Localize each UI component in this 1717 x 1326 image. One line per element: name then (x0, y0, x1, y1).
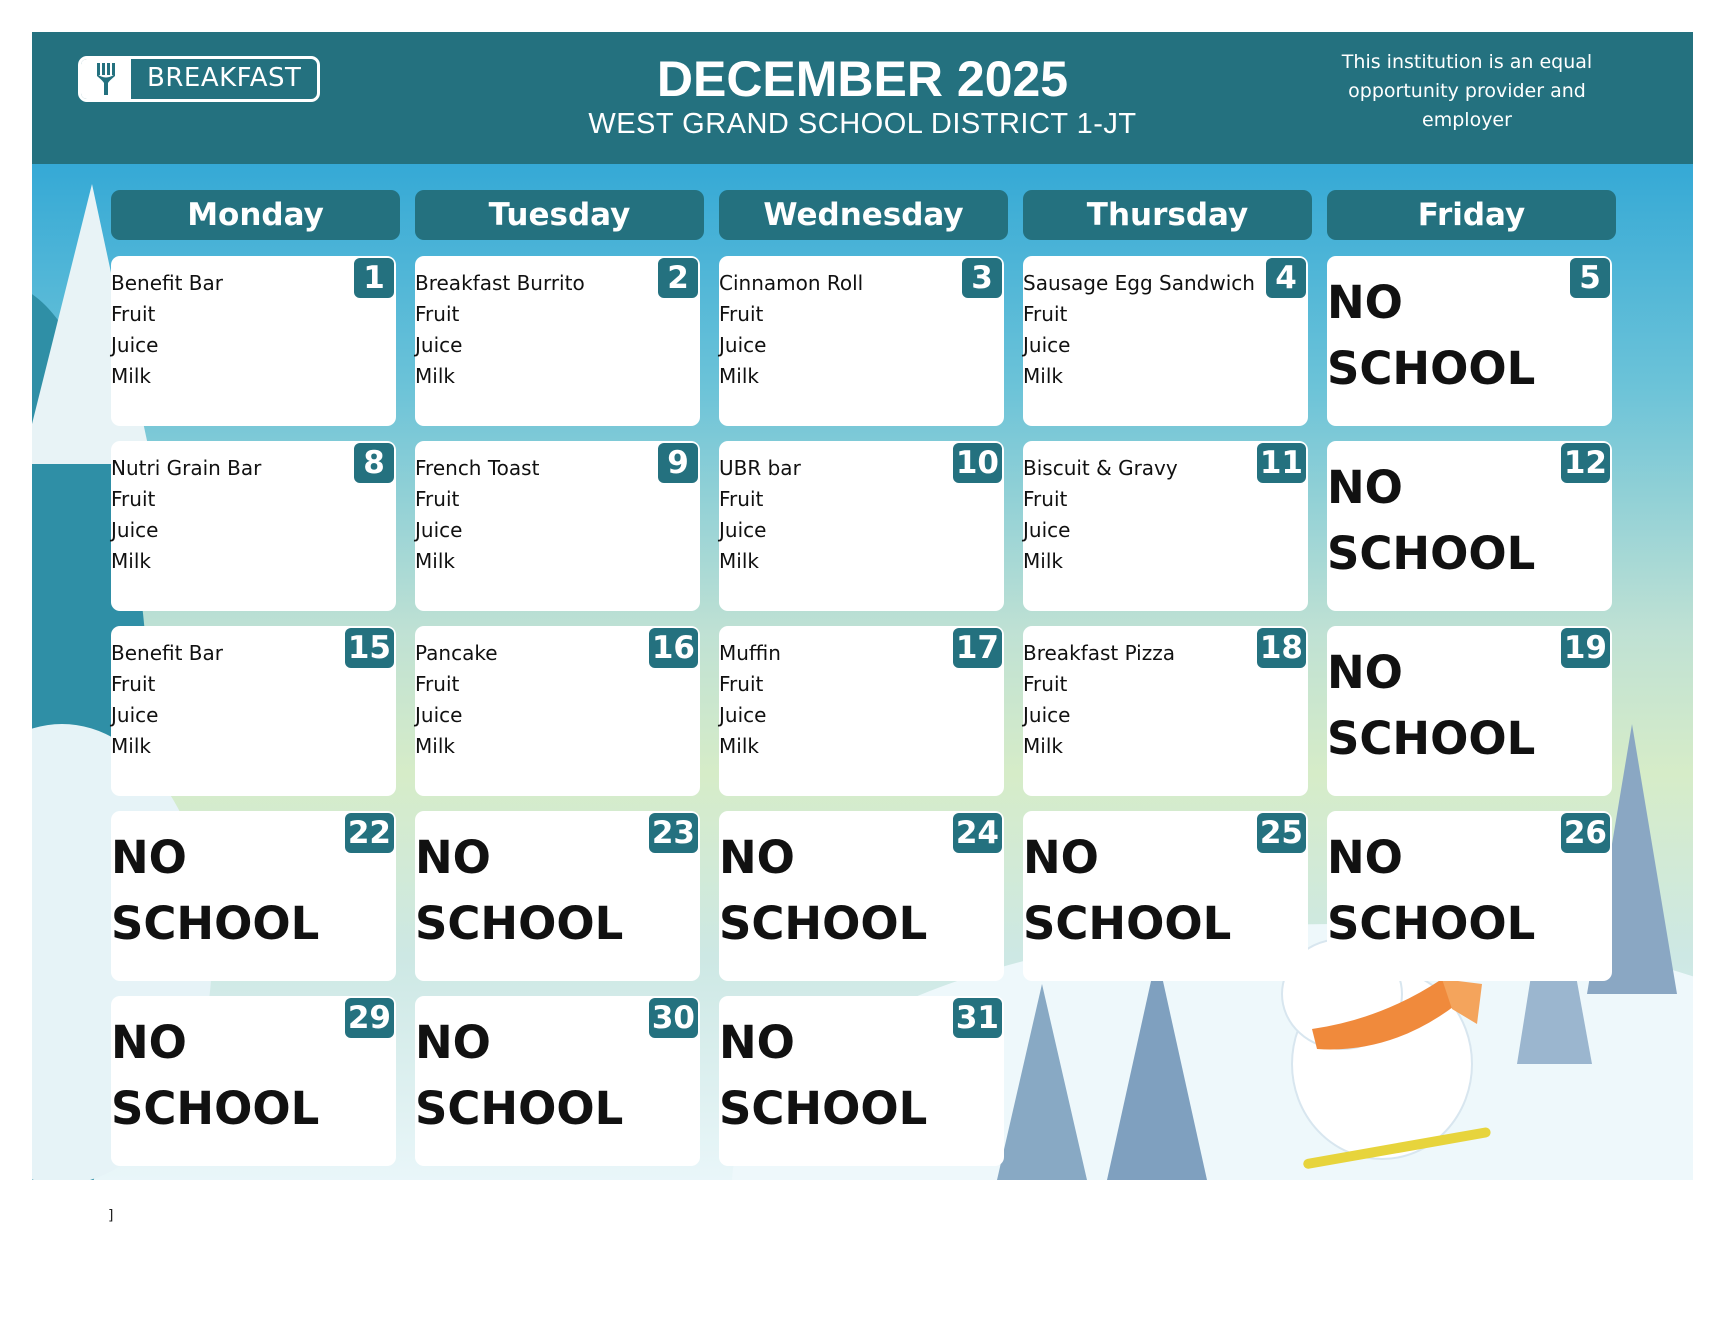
day-number-badge: 25 (1257, 813, 1306, 853)
menu-list (415, 268, 585, 392)
no-school-notice (111, 825, 319, 957)
no-school-line: SCHOOL (1327, 712, 1536, 765)
calendar-day-cell (719, 996, 1004, 1166)
menu-item: Juice (1023, 518, 1071, 542)
menu-item: Juice (111, 333, 159, 357)
menu-item: Milk (1023, 549, 1063, 573)
menu-item: Juice (111, 518, 159, 542)
no-school-line: SCHOOL (415, 1082, 624, 1135)
menu-item: Milk (1023, 734, 1063, 758)
day-number-badge: 15 (345, 628, 394, 668)
no-school-line: SCHOOL (1023, 897, 1232, 950)
no-school-line: NO (111, 1016, 187, 1069)
header-band (32, 32, 1693, 164)
no-school-line: SCHOOL (719, 897, 928, 950)
footnote: ] (108, 1208, 114, 1224)
calendar-day-cell (1327, 811, 1612, 981)
menu-item: Juice (1023, 703, 1071, 727)
menu-item: Fruit (719, 487, 764, 511)
calendar-day-cell (111, 441, 396, 611)
menu-item: Fruit (719, 302, 764, 326)
menu-item: Muffin (719, 641, 781, 665)
menu-item: Juice (719, 518, 767, 542)
calendar-day-cell (1023, 811, 1308, 981)
menu-item: Fruit (719, 672, 764, 696)
calendar-day-cell (1327, 256, 1612, 426)
menu-item: Juice (719, 333, 767, 357)
day-number-badge: 12 (1561, 443, 1610, 483)
day-number-badge: 22 (345, 813, 394, 853)
calendar-day-cell (415, 441, 700, 611)
no-school-line: SCHOOL (111, 897, 320, 950)
menu-item: Cinnamon Roll (719, 271, 864, 295)
no-school-line: SCHOOL (1327, 527, 1536, 580)
day-number-badge: 19 (1561, 628, 1610, 668)
menu-list (111, 268, 223, 392)
calendar-day-cell (1327, 626, 1612, 796)
day-header-thursday: Thursday (1023, 190, 1312, 240)
menu-item: Benefit Bar (111, 271, 224, 295)
day-header-friday: Friday (1327, 190, 1616, 240)
menu-list (415, 638, 498, 762)
day-number-badge: 1 (354, 258, 394, 298)
no-school-line: SCHOOL (1327, 897, 1536, 950)
menu-item: Milk (719, 364, 759, 388)
menu-item: Milk (111, 734, 151, 758)
no-school-notice (1327, 825, 1535, 957)
no-school-notice (719, 825, 927, 957)
no-school-notice (719, 1010, 927, 1142)
menu-list (111, 638, 223, 762)
calendar-day-cell (1327, 441, 1612, 611)
page-title: DECEMBER 2025 (656, 51, 1069, 107)
day-number-badge: 24 (953, 813, 1002, 853)
no-school-line: NO (719, 1016, 795, 1069)
calendar-day-cell (719, 626, 1004, 796)
menu-item: Fruit (1023, 302, 1068, 326)
day-number-badge: 31 (953, 998, 1002, 1038)
menu-item: Biscuit & Gravy (1023, 456, 1178, 480)
day-header-wednesday: Wednesday (719, 190, 1008, 240)
menu-item: Juice (415, 518, 463, 542)
day-number-badge: 9 (658, 443, 698, 483)
menu-list (1023, 268, 1255, 392)
menu-item: Fruit (111, 302, 156, 326)
calendar-day-cell (1023, 441, 1308, 611)
menu-item: Fruit (1023, 487, 1068, 511)
calendar-day-cell (719, 256, 1004, 426)
day-number-badge: 26 (1561, 813, 1610, 853)
no-school-notice (1023, 825, 1231, 957)
day-number-badge: 18 (1257, 628, 1306, 668)
menu-item: Fruit (415, 302, 460, 326)
calendar-day-cell (1023, 256, 1308, 426)
menu-list (1023, 638, 1175, 762)
menu-item: Milk (415, 734, 455, 758)
no-school-line: SCHOOL (719, 1082, 928, 1135)
no-school-line: NO (111, 831, 187, 884)
no-school-line: NO (1327, 646, 1403, 699)
menu-item: Sausage Egg Sandwich (1023, 271, 1255, 295)
equal-opportunity-statement: This institution is an equal opportunity provider and employer (1341, 51, 1593, 131)
menu-list (1023, 453, 1178, 577)
menu-item: Milk (111, 549, 151, 573)
day-number-badge: 16 (649, 628, 698, 668)
no-school-line: SCHOOL (111, 1082, 320, 1135)
day-number-badge: 30 (649, 998, 698, 1038)
day-number-badge: 5 (1570, 258, 1610, 298)
calendar-day-cell (415, 626, 700, 796)
calendar-day-cell (415, 996, 700, 1166)
day-number-badge: 8 (354, 443, 394, 483)
menu-item: Fruit (415, 487, 460, 511)
menu-item: Milk (111, 364, 151, 388)
menu-item: Juice (415, 703, 463, 727)
day-number-badge: 2 (658, 258, 698, 298)
no-school-notice (1327, 455, 1535, 587)
calendar-day-cell (111, 996, 396, 1166)
day-number-badge: 4 (1266, 258, 1306, 298)
calendar-day-cell (719, 441, 1004, 611)
menu-item: Benefit Bar (111, 641, 224, 665)
no-school-notice (415, 1010, 623, 1142)
menu-item: Milk (719, 549, 759, 573)
menu-item: Nutri Grain Bar (111, 456, 262, 480)
menu-item: Pancake (415, 641, 498, 665)
menu-list (415, 453, 539, 577)
menu-list (719, 453, 801, 577)
menu-item: Milk (415, 364, 455, 388)
menu-item: Milk (1023, 364, 1063, 388)
menu-item: Juice (415, 333, 463, 357)
no-school-line: NO (1327, 831, 1403, 884)
menu-item: Fruit (1023, 672, 1068, 696)
no-school-line: SCHOOL (1327, 342, 1536, 395)
menu-item: French Toast (415, 456, 540, 480)
day-number-badge: 3 (962, 258, 1002, 298)
day-header-tuesday: Tuesday (415, 190, 704, 240)
menu-item: Breakfast Pizza (1023, 641, 1175, 665)
no-school-line: NO (1327, 276, 1403, 329)
no-school-line: NO (719, 831, 795, 884)
calendar-day-cell (1023, 626, 1308, 796)
menu-item: Milk (415, 549, 455, 573)
no-school-line: SCHOOL (415, 897, 624, 950)
menu-item: Milk (719, 734, 759, 758)
menu-list (719, 268, 863, 392)
no-school-notice (1327, 270, 1535, 402)
calendar-day-cell (111, 811, 396, 981)
calendar-day-cell (415, 256, 700, 426)
no-school-line: NO (415, 831, 491, 884)
menu-list (719, 638, 781, 762)
no-school-notice (415, 825, 623, 957)
day-header-monday: Monday (111, 190, 400, 240)
menu-item: Breakfast Burrito (415, 271, 585, 295)
day-number-badge: 23 (649, 813, 698, 853)
menu-item: Fruit (111, 487, 156, 511)
no-school-line: NO (1023, 831, 1099, 884)
day-number-badge: 29 (345, 998, 394, 1038)
menu-item: Fruit (415, 672, 460, 696)
no-school-notice (1327, 640, 1535, 772)
no-school-notice (111, 1010, 319, 1142)
no-school-line: NO (415, 1016, 491, 1069)
menu-list (111, 453, 261, 577)
menu-item: Juice (719, 703, 767, 727)
page-subtitle: WEST GRAND SCHOOL DISTRICT 1-JT (588, 108, 1137, 140)
calendar-day-cell (415, 811, 700, 981)
menu-item: Fruit (111, 672, 156, 696)
calendar-day-cell (111, 256, 396, 426)
no-school-line: NO (1327, 461, 1403, 514)
calendar-day-cell (719, 811, 1004, 981)
day-number-badge: 11 (1257, 443, 1306, 483)
day-number-badge: 10 (953, 443, 1002, 483)
menu-item: UBR bar (719, 456, 801, 480)
badge-label: BREAKFAST (147, 63, 302, 93)
menu-item: Juice (1023, 333, 1071, 357)
day-number-badge: 17 (953, 628, 1002, 668)
calendar-day-cell (111, 626, 396, 796)
menu-item: Juice (111, 703, 159, 727)
